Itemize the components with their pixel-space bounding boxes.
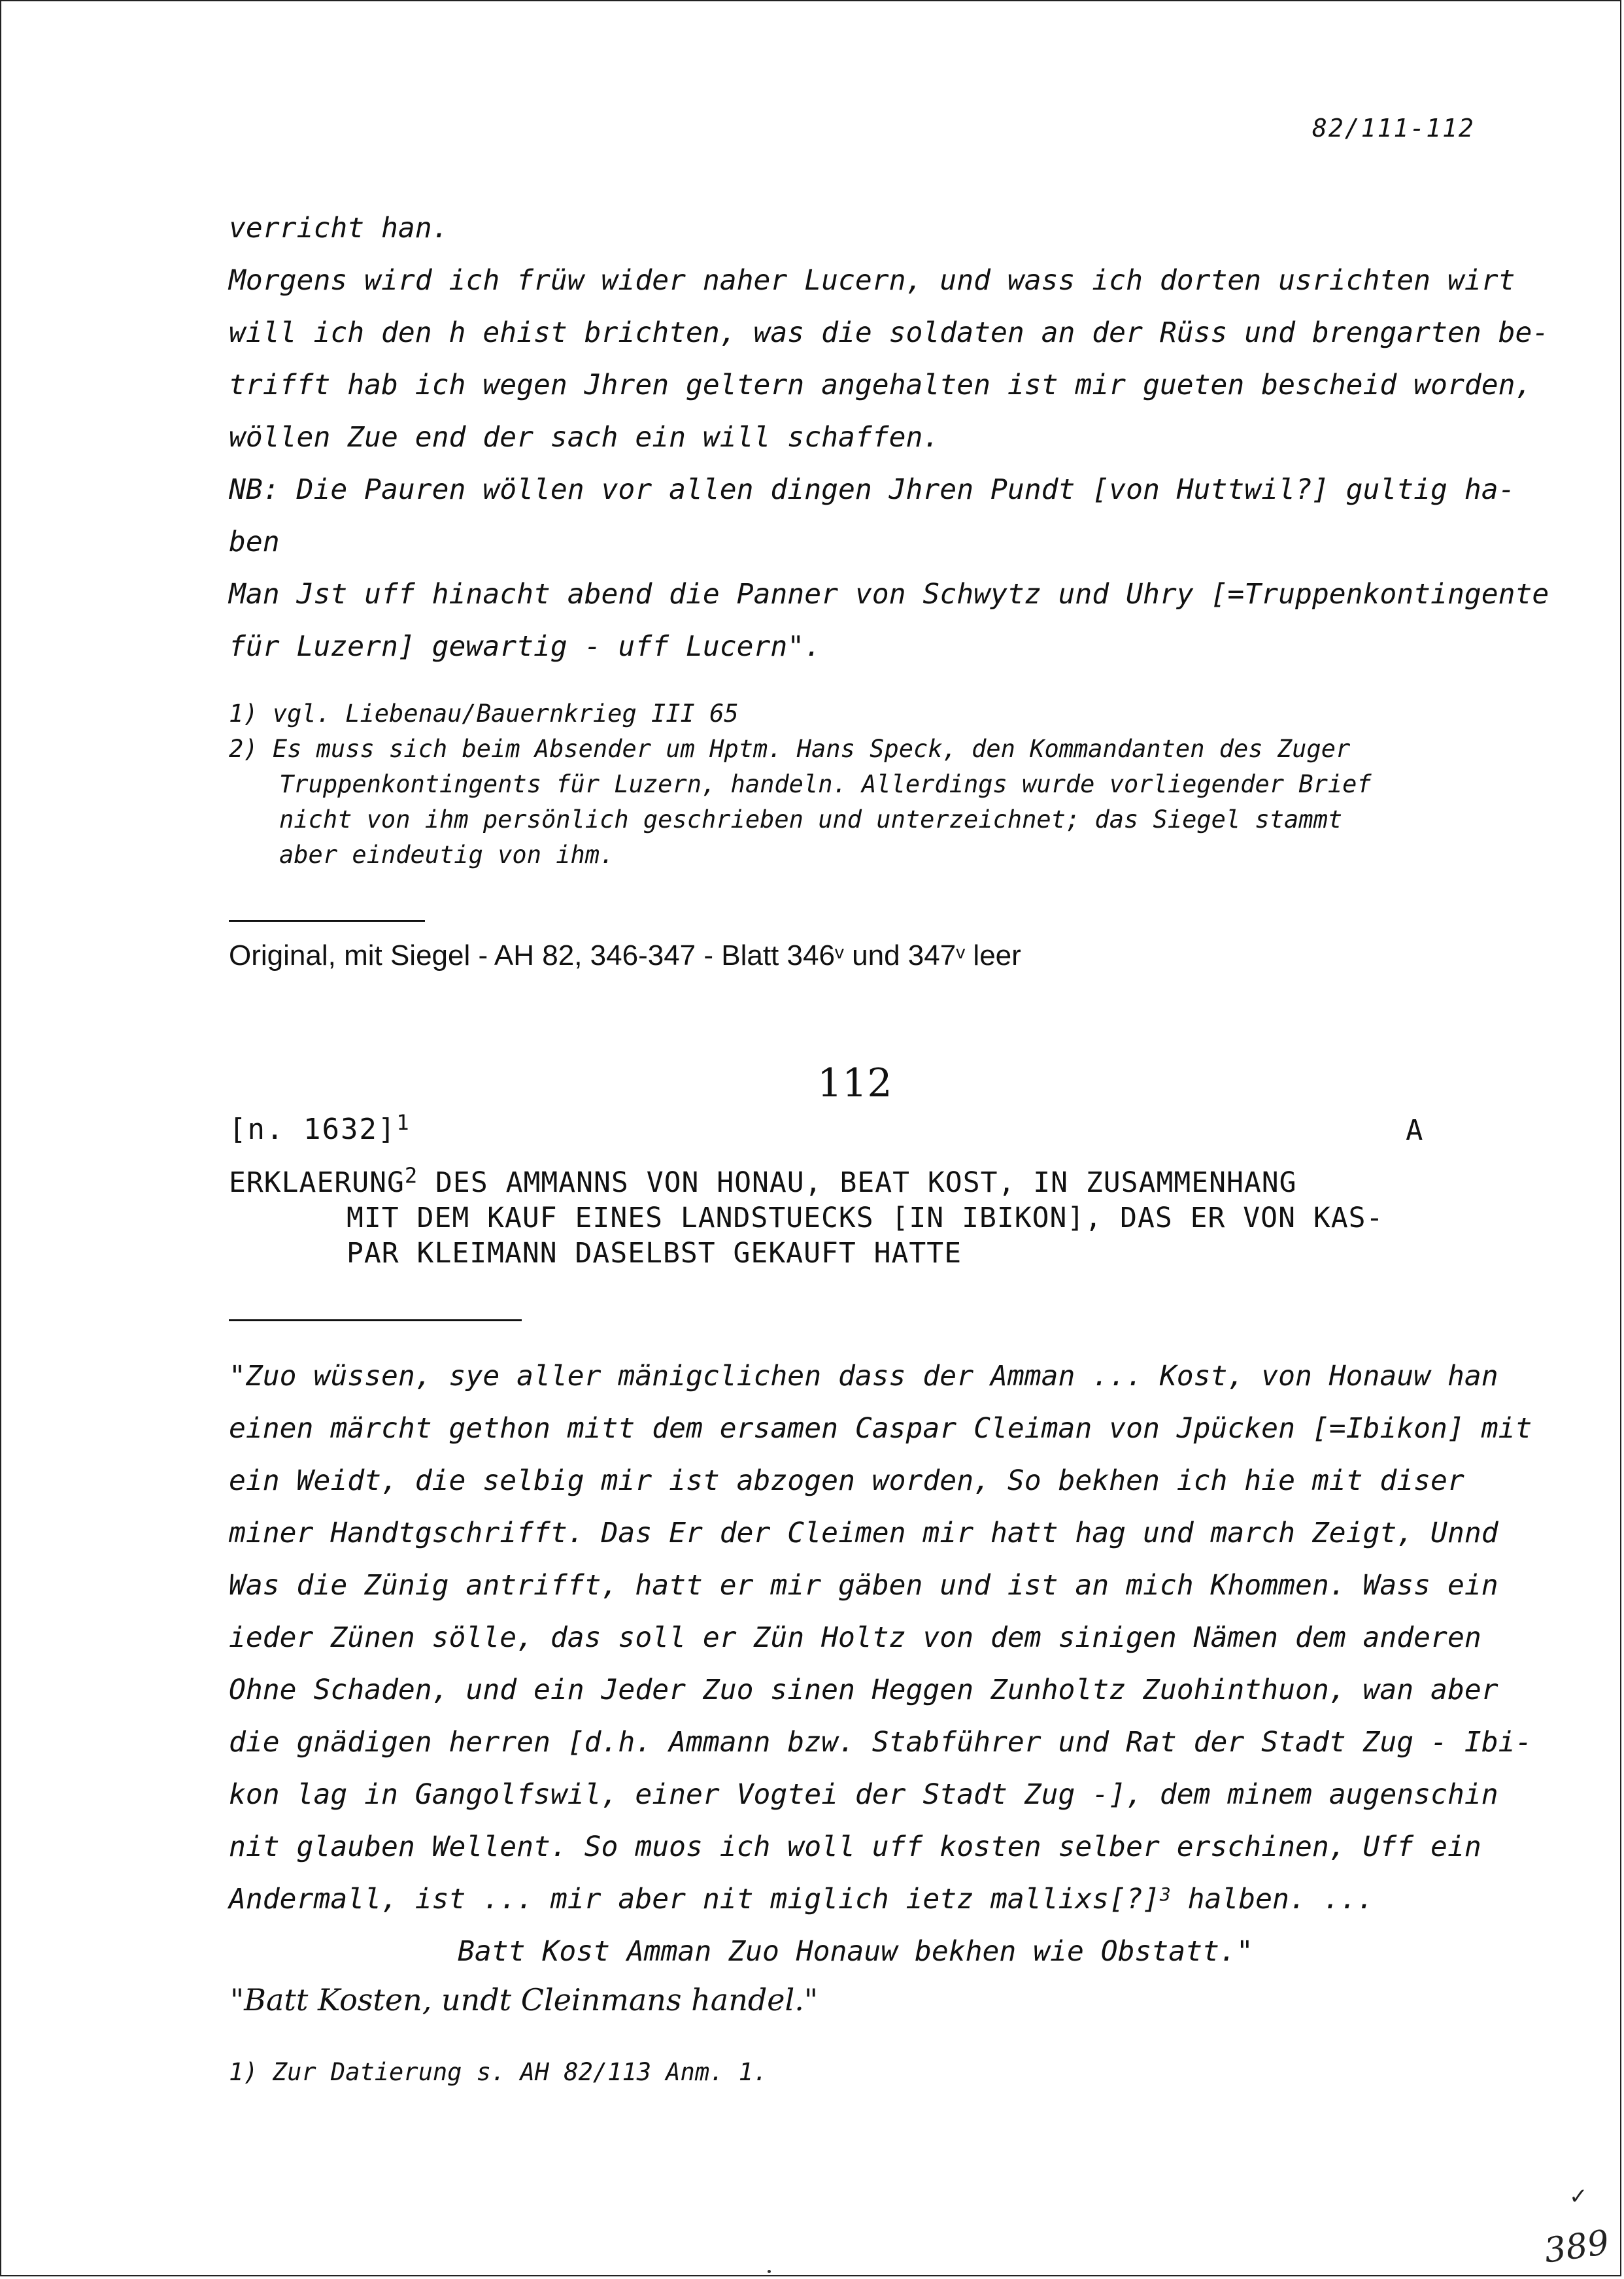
- footnote-112-1: 1) Zur Datierung s. AH 82/113 Anm. 1.: [229, 2058, 768, 2086]
- footnote-2-line: Truppenkontingents für Luzern, handeln. Allerdings wurde vorliegender Brief: [279, 770, 1372, 798]
- text-line: Ohne Schaden, und ein Jeder Zuo sinen Heggen Zunholtz Zuohinthuon, wan aber: [229, 1674, 1498, 1706]
- date-footnote-ref: 1: [396, 1110, 411, 1135]
- scan-speck: [768, 2270, 771, 2273]
- quote-footnote-ref: 3: [1159, 1883, 1171, 1905]
- source-text: leer: [965, 939, 1021, 971]
- text-line: nit glauben Wellent. So muos ich woll uff kosten selber erschinen, Uff ein: [229, 1831, 1481, 1863]
- text-line: kon lag in Gangolfswil, einer Vogtei der Stadt Zug -], dem minem augenschin: [229, 1778, 1498, 1811]
- endorsement-line: "Batt Kosten, undt Cleinmans handel.": [230, 1982, 818, 2017]
- footnote-1: 1) vgl. Liebenau/Bauernkrieg III 65: [229, 700, 739, 728]
- heading-line: MIT DEM KAUF EINES LANDSTUECKS [IN IBIKON], DAS ER VON KAS-: [347, 1202, 1384, 1234]
- heading-text: DES AMMANNS VON HONAU, BEAT KOST, IN ZUSAMMENHANG: [418, 1166, 1297, 1199]
- text-line: ein Weidt, die selbig mir ist abzogen worden, So bekhen ich hie mit diser: [229, 1464, 1464, 1497]
- text-line: miner Handtgschrifft. Das Er der Cleimen mir hatt hag und march Zeigt, Unnd: [229, 1517, 1498, 1549]
- text-line: die gnädigen herren [d.h. Ammann bzw. Stabführer und Rat der Stadt Zug - Ibi-: [229, 1726, 1532, 1759]
- text-segment: halben. ...: [1170, 1883, 1374, 1916]
- text-line: ben: [229, 526, 280, 558]
- source-sup: v: [956, 942, 966, 962]
- text-line: trifft hab ich wegen Jhren geltern angehalten ist mir gueten bescheid worden,: [229, 369, 1532, 401]
- signature-line: Batt Kost Amman Zuo Honauw bekhen wie Obstatt.": [458, 1935, 1253, 1968]
- text-line: einen märcht gethon mitt dem ersamen Caspar Cleiman von Jpücken [=Ibikon] mit: [229, 1412, 1532, 1445]
- text-segment: Andermall, ist ... mir aber nit miglich ietz mallixs[?]: [229, 1883, 1160, 1916]
- document-number: 112: [817, 1060, 892, 1106]
- text-line: wöllen Zue end der sach ein will schaffen.: [229, 421, 940, 454]
- source-line: [229, 939, 1021, 972]
- text-line: Was die Zünig antrifft, hatt er mir gäben und ist an mich Khommen. Wass ein: [229, 1569, 1498, 1602]
- text-line: für Luzern] gewartig - uff Lucern".: [229, 630, 822, 663]
- text-line: Morgens wird ich früw wider naher Lucern, und wass ich dorten usrichten wirt: [229, 264, 1515, 297]
- separator-rule: [229, 1319, 522, 1321]
- heading-footnote-ref: 2: [404, 1163, 418, 1188]
- separator-rule: [229, 920, 425, 922]
- source-sup: v: [834, 942, 844, 962]
- text-line: ieder Zünen sölle, das soll er Zün Holtz von dem sinigen Nämen dem anderen: [229, 1621, 1481, 1654]
- page-reference: 82/111-112: [1312, 114, 1475, 143]
- text-line: NB: Die Pauren wöllen vor allen dingen Jhren Pundt [von Huttwil?] gultig ha-: [229, 473, 1515, 506]
- date-text: [n. 1632]: [229, 1113, 397, 1146]
- source-text: Original, mit Siegel - AH 82, 346-347 - Blatt 346: [229, 939, 835, 971]
- handwritten-folio-number: 389: [1542, 2223, 1612, 2271]
- text-line: "Zuo wüssen, sye aller mänigclichen dass der Amman ... Kost, von Honauw han: [229, 1360, 1498, 1393]
- check-mark-icon: ✓: [1569, 2184, 1588, 2210]
- heading-line: PAR KLEIMANN DASELBST GEKAUFT HATTE: [347, 1237, 962, 1270]
- text-line: [229, 1883, 1374, 1916]
- footnote-2-line: aber eindeutig von ihm.: [279, 841, 615, 869]
- text-line: verricht han.: [229, 212, 449, 245]
- document-date: [229, 1110, 411, 1146]
- text-line: Man Jst uff hinacht abend die Panner von Schwytz und Uhry [=Truppenkontingente: [229, 578, 1549, 611]
- heading-text: ERKLAERUNG: [229, 1166, 405, 1199]
- text-line: will ich den h ehist brichten, was die soldaten an der Rüss und brengarten be-: [229, 316, 1549, 349]
- footnote-2: 2) Es muss sich beim Absender um Hptm. Hans Speck, den Kommandanten des Zuger: [229, 735, 1351, 763]
- source-text: und 347: [843, 939, 956, 971]
- footnote-2-line: nicht von ihm persönlich geschrieben und unterzeichnet; das Siegel stammt: [279, 805, 1343, 834]
- heading-line: [229, 1163, 1297, 1199]
- version-letter: A: [1406, 1114, 1423, 1147]
